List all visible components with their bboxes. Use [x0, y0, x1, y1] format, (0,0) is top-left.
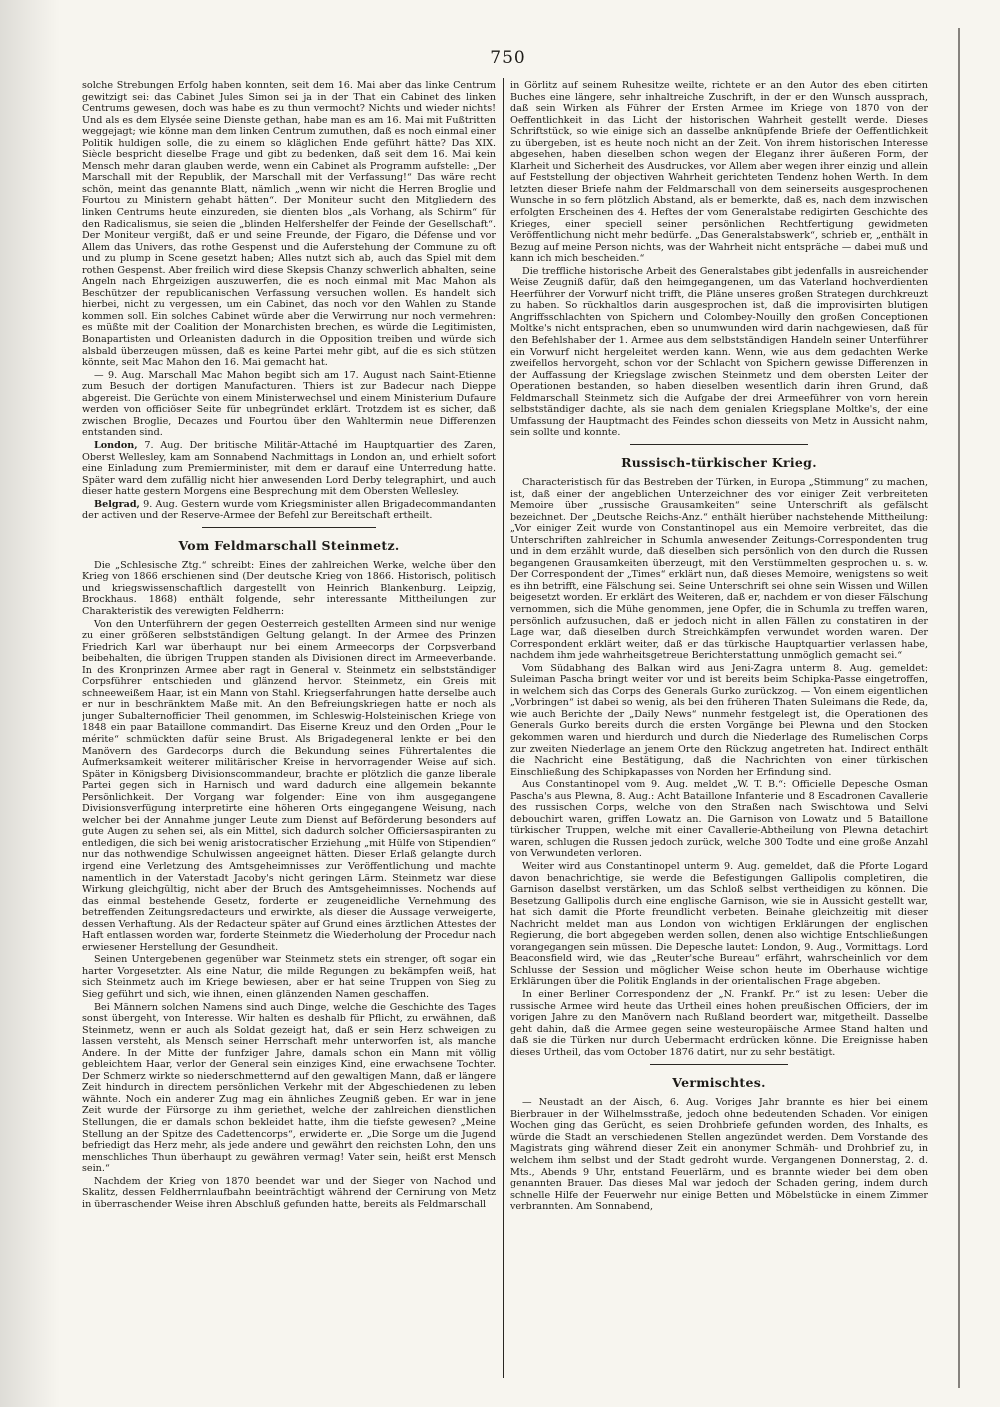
section-heading-war: Russisch-türkischer Krieg. — [621, 454, 817, 470]
article-paragraph — [82, 440, 496, 498]
section-divider — [650, 1064, 788, 1065]
article-paragraph: Bei Männern solchen Namens sind auch Dinge, welche die Geschichte des Tages sonst übergeht, von Interesse. Wir halten es deshalb für Pflicht, zu erwähnen, daß Steinmetz, wenn er auch als Soldat gezeigt hat, daß er sein Herz schweigen zu lassen versteht, als Mensch seiner Herrschaft mehr unterworfen ist, als manche Andere. In der Mitte der funfziger Jahre, damals schon ein Mann mit völlig gebleichtem Haar, verlor der General sein einziges Kind, eine erwachsene Tochter. Der Schmerz wirkte so niederschmetternd auf den gewaltigen Mann, daß er längere Zeit hindurch in directem persönlichen Verkehr mit der Abgeschiedenen zu leben wähnte. Noch ein anderer Zug mag ein ähnliches Zeugniß geben. Er war in jene Zeit wurde der Fürsorge zu ihm geriethet, welche der zahlreichen dienstlichen Stellungen, die er damals schon bekleidet hatte, ihm die tiefste gewesen? „Meine Stellung an der Spitze des Cadettencorps“, erwiderte er. „Die Sorge um die Jugend befriedigt das Herz mehr, als jede andere und gewährt den reichsten Lohn, den uns menschliches Thun überhaupt zu gewähren vermag! Vater sein, heißt erst Mensch sein.“ — [82, 1001, 496, 1175]
article-paragraph: Die „Schlesische Ztg.“ schreibt: Eines der zahlreichen Werke, welche über den Krieg von 1866 erschienen sind (Der deutsche Krieg von 1866. Historisch, politisch und kriegswissenschaftlich dargestellt von Heinrich Blankenburg. Leipzig, Brockhaus. 1868) enthält folgende, sehr interessante Mittheilungen zur Charakteristik des verewigten Feldherrn: — [82, 559, 496, 617]
dateline-london: London, — [94, 439, 138, 451]
article-paragraph — [82, 499, 496, 522]
article-paragraph: Weiter wird aus Constantinopel unterm 9. Aug. gemeldet, daß die Pforte Logard davon benachrichtige, sie werde die Befestigungen Gallipolis completiren, die Garnison daselbst verstärken, um das Schloß selbst vertheidigen zu können. Die Besetzung Gallipolis durch eine englische Garnison, wie sie in Aussicht gestellt war, hat sich damit die Pforte freundlicht verbeten. Beinahe gleichzeitig mit dieser Nachricht meldet man aus London von wichtigen Erklärungen der englischen Regierung, die bort abgegeben werden sollen, denen also wichtige Entschließungen vorangegangen sein müssen. Die Depesche lautet: London, 9. Aug., Vormittags. Lord Beaconsfield wird, wie das „Reuter'sche Bureau“ erfährt, wahrscheinlich vor dem Schlusse der Session und möglicher Weise schon heute im Oberhause wichtige Erklärungen über die Politik Englands in der orientalischen Frage abgeben. — [510, 861, 928, 988]
left-column — [82, 80, 496, 1376]
right-column — [510, 80, 928, 1350]
article-paragraph: in Görlitz auf seinem Ruhesitze weilte, richtete er an den Autor des eben citirten Buches eine längere, sehr inhaltreiche Zuschrift, in der er den Wunsch aussprach, daß sein Wirken als Führer der Ersten Armee im Kriege von 1870 von der Oeffentlichkeit in das Licht der historischen Wahrheit gestellt werde. Dieses Schriftstück, so wie einige sich an dasselbe anknüpfende Briefe der Oeffentlichkeit zu übergeben, ist es heute noch nicht an der Zeit. Von ihrem historischen Interesse abgesehen, haben dieselben schon wegen der Eleganz ihrer äußeren Form, der Klarheit und Sicherheit des Ausdruckes, vor Allem aber wegen ihrer einzig und allein auf Feststellung der objectiven Wahrheit gerichteten Tendenz hohen Werth. In dem letzten dieser Briefe nahm der Feldmarschall von dem seinerseits ausgesprochenen Wunsche in so fern plötzlich Abstand, als er bemerkte, daß es, nach dem inzwischen erfolgten Erscheinen des 4. Heftes der vom Generalstabe redigirten Geschichte des Krieges, einer speciell seiner persönlichen Rechtfertigung gewidmeten Veröffentlichung nicht mehr bedürfe. „Das Generalstabswerk“, schrieb er, „enthält in Bezug auf meine Person nichts, was der Wahrheit nicht entspräche — dabei muß und kann ich mich bescheiden.“ — [510, 80, 928, 265]
article-paragraph: Die treffliche historische Arbeit des Generalstabes gibt jedenfalls in ausreichender Weise Zeugniß dafür, daß den heimgegangenen, um das Vaterland hochverdienten Heerführer der Vorwurf nicht trifft, die Pläne unseres großen Strategen durchkreuzt zu haben. So rückhaltlos darin ausgesprochen ist, daß die improvisirten blutigen Angriffsschlachten von Spichern und Colombey-Nouilly den großen Conceptionen Moltke's nicht entsprachen, eben so unumwunden wird darin nachgewiesen, daß für den Befehlshaber der 1. Armee aus dem selbstständigen Handeln seiner Unterführer ein Vorwurf nicht hergeleitet werden kann. Wenn, wie aus dem gedachten Werke zweifellos hervorgeht, schon vor der Schlacht von Spichern gewisse Differenzen in der Auffassung der Kriegslage zwischen Steinmetz und dem obersten Leiter der Operationen bestanden, so haben dieselben wesentlich darin ihren Grund, daß Feldmarschall Steinmetz sich die Aufgabe der drei Armeeführer von vorn herein selbstständiger dachte, als sie nach dem genialen Kriegsplane Moltke's, der eine Umfassung der Hauptmacht des Feindes schon diesseits von Metz in Aussicht nahm, sein sollte und konnte. — [510, 265, 928, 439]
section-divider — [630, 444, 808, 445]
article-paragraph: Nachdem der Krieg von 1870 beendet war und der Sieger von Nachod und Skalitz, dessen Feldherrnlaufbahn beeinträchtigt während der Cernirung von Metz in überraschender Weise ihren Abschluß gefunden hatte, bereits als Feldmarschall — [82, 1175, 496, 1210]
dateline-belgrad: Belgrad, — [94, 498, 140, 510]
section-divider — [202, 527, 376, 528]
article-paragraph: — 9. Aug. Marschall Mac Mahon begibt sich am 17. August nach Saint-Etienne zum Besuch der dortigen Manufacturen. Thiers ist zur Badecur nach Dieppe abgereist. Die Gerüchte von einem Ministerwechsel und einem Ministerium Dufaure werden von officiöser Seite für unbegründet erklärt. Trotzdem ist es sicher, daß zwischen Broglie, Decazes und Fourtou über den Wahltermin neue Differenzen entstanden sind. — [82, 369, 496, 439]
page-edge-shadow — [0, 0, 60, 1407]
article-paragraph: — Neustadt an der Aisch, 6. Aug. Voriges Jahr brannte es hier bei einem Bierbrauer in der Wilhelmsstraße, jedoch ohne bedeutenden Schaden. Vor einigen Wochen ging das Gerücht, es seien Drohbriefe gefunden worden, des Inhalts, es würde die Stadt an verschiedenen Stellen angezündet werden. Dem Vorstande des Magistrats ging während dieser Zeit ein anonymer Schmäh- und Drohbrief zu, in welchem ihm selbst und der Stadt gedroht wurde. Vergangenen Donnerstag, 2. d. Mts., Abends 9 Uhr, entstand Feuerlärm, und es brannte wieder bei dem oben genannten Brauer. Das dieses Mal war jedoch der Schaden gering, indem durch schnelle Hilfe der Feuerwehr nur einige Betten und Möbelstücke in einem Zimmer verbrannten. Am Sonnabend, — [510, 1097, 928, 1213]
article-paragraph: Von den Unterführern der gegen Oesterreich gestellten Armeen sind nur wenige zu einer größeren selbstständigen Geltung gelangt. In der Armee des Prinzen Friedrich Karl war überhaupt nur bei einem Armeecorps der Corpsverband beibehalten, die übrigen Truppen standen als Divisionen direct im Armeeverbande. In des Kronprinzen Armee aber ragt in General v. Steinmetz ein selbstständiger Corpsführer entschieden und glänzend hervor. Steinmetz, ein Greis mit schneeweißem Haar, ist ein Mann von Stahl. Kriegserfahrungen hatte derselbe auch er nur in beschränktem Maße mit. An den Befreiungskriegen hatte er noch als junger Subalternofficier Theil genommen, im Schleswig-Holsteinischen Kriege von 1848 ein paar Bataillone commandirt. Das Eiserne Kreuz und den Orden „Pour le mérite“ schmückten dafür seine Brust. Als Brigadegeneral lenkte er bei den Manövern des Gardecorps durch die Bekundung seines Führertalentes die Aufmerksamkeit weiterer militärischer Kreise in hervorragender Weise auf sich. Später in Königsberg Divisionscommandeur, brachte er plötzlich die ganze liberale Partei gegen sich in Harnisch und ward dadurch eine allgemein bekannte Persönlichkeit. Der Vorgang war folgender: Eine von ihm ausgegangene Divisionsverfügung interpretirte eine höheren Orts eingegangene Weisung, nach welcher bei der Annahme junger Leute zum Dienst auf Beförderung besonders auf gute Augen zu sehen sei, als ein Mittel, sich dadurch solcher Officiersaspiranten zu entledigen, die sich bei wenig aristocratischer Erziehung „mit Hülfe von Stipendien“ nur das nothwendige Schulwissen angeeignet hätten. Dieser Erlaß gelangte durch irgend eine Verletzung des Amtsgeheimnisses zur Veröffentlichung und machte namentlich in der Vaterstadt Jacoby's nicht geringen Lärm. Steinmetz war diese Wirkung gleichgültig, nicht aber der Bruch des Amtsgeheimnisses. Nochends auf das einmal bestehende Gesetz, forderte er zeugeneidliche Vernehmung des betreffenden Zeitungsredacteurs und erwirkte, als dieser die Aussage verweigerte, dessen Verhaftung. Als der Redacteur später auf Grund eines ärztlichen Attestes der Haft entlassen worden war, forderte Steinmetz die Wiederholung der Procedur nach erwiesener Herstellung der Gesundheit. — [82, 618, 496, 953]
page-edge-rule — [958, 28, 960, 1388]
section-heading-misc: Vermischtes. — [672, 1075, 766, 1091]
article-paragraph: Characteristisch für das Bestreben der Türken, in Europa „Stimmung“ zu machen, ist, daß einer der angeblichen Unterzeichner des vor einiger Zeit verbreiteten Memoire über „russische Grausamkeiten“ seine Unterschrift als gefälscht bezeichnet. Der „Deutsche Reichs-Anz.“ enthält hierüber nachstehende Mittheilung: „Vor einiger Zeit wurde von Constantinopel aus ein Memoire verbreitet, das die Unterschriften zahlreicher in Schumla anwesender Zeitungs-Correspondenten trug und in dem erzählt wurde, daß dieselben sich persönlich von den durch die Russen begangenen Grausamkeiten überzeugt, mit den Verstümmelten gesprochen u. s. w. Der Correspondent der „Times“ erklärt nun, daß dieses Memoire, wenigstens so weit es ihn betrifft, eine Fälschung sei. Seine Unterschrift sei ohne sein Wissen und Willen beigesetzt worden. Er erklärt des Weiteren, daß er, nachdem er von dieser Fälschung vernommen, sich die Mühe genommen, jene Opfer, die in Schumla zu treffen waren, persönlich aufzusuchen, daß er jedoch nicht in allen Fällen zu constatiren in der Lage war, daß dieselben durch Streichkämpfen verwundet worden waren. Der Correspondent erklärt weiter, daß er das türkische Hauptquartier verlassen habe, nachdem ihm jede wahrheitsgetreue Berichterstattung unmöglich gemacht sei.“ — [510, 476, 928, 662]
column-divider — [503, 78, 504, 1378]
page-number: 750 — [490, 48, 526, 68]
article-paragraph: Vom Südabhang des Balkan wird aus Jeni-Zagra unterm 8. Aug. gemeldet: Suleiman Pascha bringt weiter vor und ist bereits beim Schipka-Passe eingetroffen, in welchem sich das Corps des Generals Gurko zurückzog. — Von einem eigentlichen „Vorbringen“ ist dabei so wenig, als bei den früheren Thaten Suleimans die Rede, da, wie auch Berichte der „Daily News“ nunmehr festgelegt ist, die Operationen des Generals Gurko bereits durch die ersten Vorgänge bei Plewna und den Stocken gekommen waren und hierdurch und durch die Niederlage des Rumelischen Corps zur zweiten Niederlage an jenem Orte den Rückzug angetreten hat. Indirect enthält die Nachricht eine Bestätigung, daß die Nachrichten von einer türkischen Einschließung des Schipkapasses von Norden her Erfindung sind. — [510, 662, 928, 778]
article-paragraph-text: 9. Aug. Gestern wurde vom Kriegsminister allen Brigadecommandanten der activen und der Reserve-Armee der Befehl zur Bereitschaft ertheilt. — [82, 498, 496, 522]
article-paragraph-text: 7. Aug. Der britische Militär-Attaché im Hauptquartier des Zaren, Oberst Wellesley, kam am Sonnabend Nachmittags in London an, und erhielt sofort eine Einladung zum Premierminister, mit dem er darauf eine Unterredung hatte. Später ward dem zufällig nicht hier anwesenden Lord Derby telegraphirt, und auch dieser hatte gestern Morgens eine Besprechung mit dem Obersten Wellesley. — [82, 439, 496, 498]
article-paragraph: Seinen Untergebenen gegenüber war Steinmetz stets ein strenger, oft sogar ein harter Vorgesetzter. Als eine Natur, die milde Regungen zu bekämpfen weiß, hat sich Steinmetz auch im Kriege bewiesen, aber er hat seine Truppen von Sieg zu Sieg geführt und sich, wie ihnen, einen glänzenden Namen geschaffen. — [82, 954, 496, 1001]
article-paragraph: solche Strebungen Erfolg haben konnten, seit dem 16. Mai aber das linke Centrum gewitzigt sei: das Cabinet Jules Simon sei ja in der That ein Cabinet des linken Centrums gewesen, doch was habe es zu thun vermocht? Nichts und wieder nichts! Und als es dem Elysée seine Dienste gethan, habe man es am 16. Mai mit Fußtritten weggejagt; wie könne man dem linken Centrum zumuthen, daß es noch einmal einer Politik huldigen solle, die zu einem so kläglichen Ende geführt hätte? Das XIX. Siècle bespricht dieselbe Frage und gibt zu bedenken, daß seit dem 16. Mai kein Mensch mehr daran glauben werde, wenn ein Cabinet als Programm aufstelle: „Der Marschall mit der Republik, der Marschall mit der Verfassung!“ Das wäre recht schön, meint das genannte Blatt, nämlich „wenn wir nicht die Herren Broglie und Fourtou zu Ministern gehabt hätten“. Der Moniteur sucht den Mitgliedern des linken Centrums heute einzureden, sie dienten blos „als Vorhang, als Schirm“ für den Radicalismus, sie seien die „blinden Helfershelfer der Feinde der Gesellschaft“. Der Moniteur vergißt, daß er und seine Freunde, der Figaro, die Défense und vor Allem das Univers, das rothe Gespenst und die Auferstehung der Commune zu oft und zu plump in Scene gesetzt haben; Alles nutzt sich ab, auch das Spiel mit dem rothen Gespenst. Aber freilich wird diese Skepsis Chanzy schwerlich abhalten, seine Angeln nach Ehrgeizigen auszuwerfen, die es noch einmal mit Mac Mahon als Beschützer der republicanischen Verfassung versuchen wollen. Es handelt sich hierbei, nicht zu vergessen, um ein Cabinet, das noch vor den Wahlen zu Stande kommen soll. Ein solches Cabinet würde aber die Verwirrung nur noch vermehren: es müßte mit der Coalition der Monarchisten brechen, es würde die Legitimisten, Bonapartisten und Orleanisten dadurch in die Opposition treiben und würde sich alsbald überzeugen müssen, daß es keine Partei mehr gibt, auf die es sich stützen könnte, seit Mac Mahon den 16. Mai gemacht hat. — [82, 80, 496, 369]
article-paragraph: In einer Berliner Correspondenz der „N. Frankf. Pr.“ ist zu lesen: Ueber die russische Armee wird heute das Urtheil eines hohen preußischen Officiers, der im vorigen Jahre zu den Manövern nach Rußland beordert war, mitgetheilt. Dasselbe geht dahin, daß die Armee gegen seine westeuropäische Armee Stand halten und daß sie die Türken nur durch Uebermacht erdrücken könne. Die Ereignisse haben dieses Urtheil, das vom October 1876 datirt, nur zu sehr bestätigt. — [510, 989, 928, 1058]
section-heading-steinmetz: Vom Feldmarschall Steinmetz. — [178, 537, 400, 553]
article-paragraph: Aus Constantinopel vom 9. Aug. meldet „W. T. B.“: Officielle Depesche Osman Pascha's aus Plewna, 8. Aug.: Acht Bataillone Infanterie und 8 Escadronen Cavallerie des russischen Corps, welche von den Straßen nach Swischtowa und Selvi debouchirt waren, griffen Lowatz an. Die Garnison von Lowatz und 5 Bataillone türkischer Truppen, welche mit einer Cavallerie-Abtheilung von Plewna detachirt waren, schlugen die Russen jedoch zurück, welche 300 Todte und eine große Anzahl von Verwundeten verloren. — [510, 779, 928, 860]
